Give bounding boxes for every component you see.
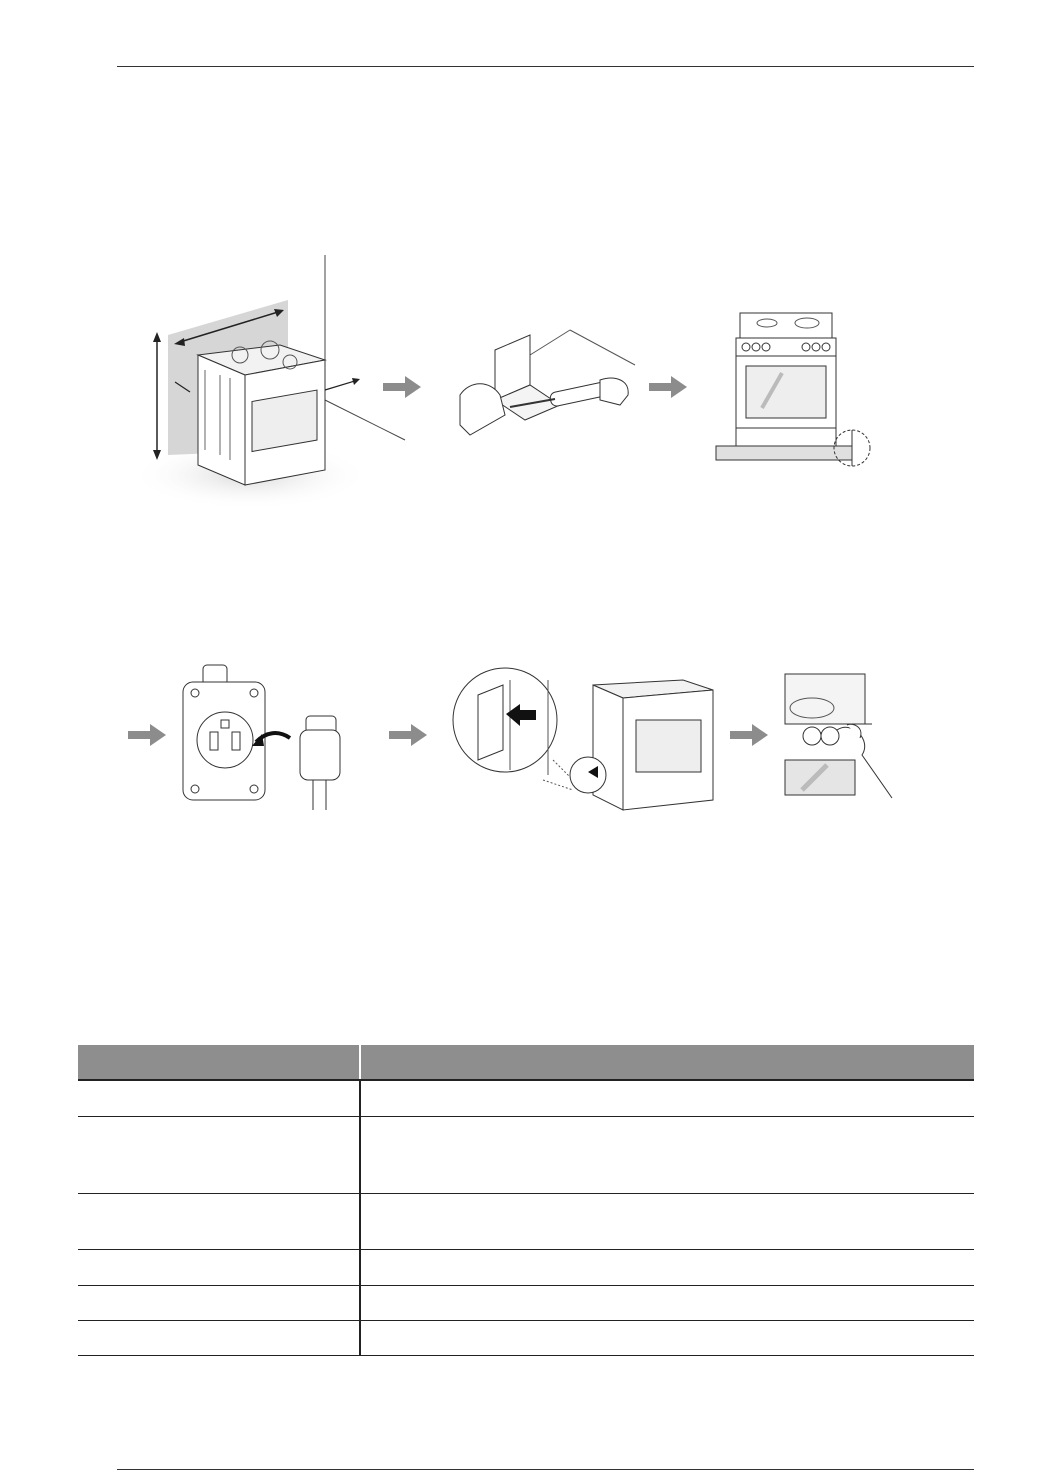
table-cell xyxy=(360,1117,974,1194)
table-cell xyxy=(360,1321,974,1356)
table-row xyxy=(78,1321,974,1356)
next-step-arrow-icon xyxy=(128,722,168,748)
table-header-cell xyxy=(78,1045,360,1080)
next-step-arrow-icon xyxy=(383,374,423,400)
table-row xyxy=(78,1080,974,1117)
table-header-row xyxy=(78,1045,974,1080)
table-cell xyxy=(78,1117,360,1194)
outlet-plug-illustration xyxy=(178,660,363,810)
table-cell xyxy=(78,1286,360,1321)
table-cell xyxy=(78,1194,360,1250)
table-cell xyxy=(360,1286,974,1321)
bracket-engage-illustration xyxy=(448,660,718,815)
table-cell xyxy=(78,1321,360,1356)
spec-table xyxy=(78,1045,974,1356)
knob-check-illustration xyxy=(782,670,907,800)
range-clearance-illustration xyxy=(130,250,420,520)
table-cell xyxy=(78,1250,360,1286)
table-row xyxy=(78,1250,974,1286)
table-cell xyxy=(360,1250,974,1286)
table-cell xyxy=(360,1080,974,1117)
table-cell xyxy=(360,1194,974,1250)
table-row xyxy=(78,1286,974,1321)
screwdriver-bracket-illustration xyxy=(450,325,640,445)
table-cell xyxy=(78,1080,360,1117)
table-header-cell xyxy=(360,1045,974,1080)
next-step-arrow-icon xyxy=(649,374,689,400)
table-row xyxy=(78,1117,974,1194)
table-row xyxy=(78,1194,974,1250)
next-step-arrow-icon xyxy=(730,722,770,748)
range-leveling-illustration xyxy=(712,308,877,473)
next-step-arrow-icon xyxy=(389,722,429,748)
bottom-rule xyxy=(117,1469,974,1470)
top-rule xyxy=(117,66,974,67)
